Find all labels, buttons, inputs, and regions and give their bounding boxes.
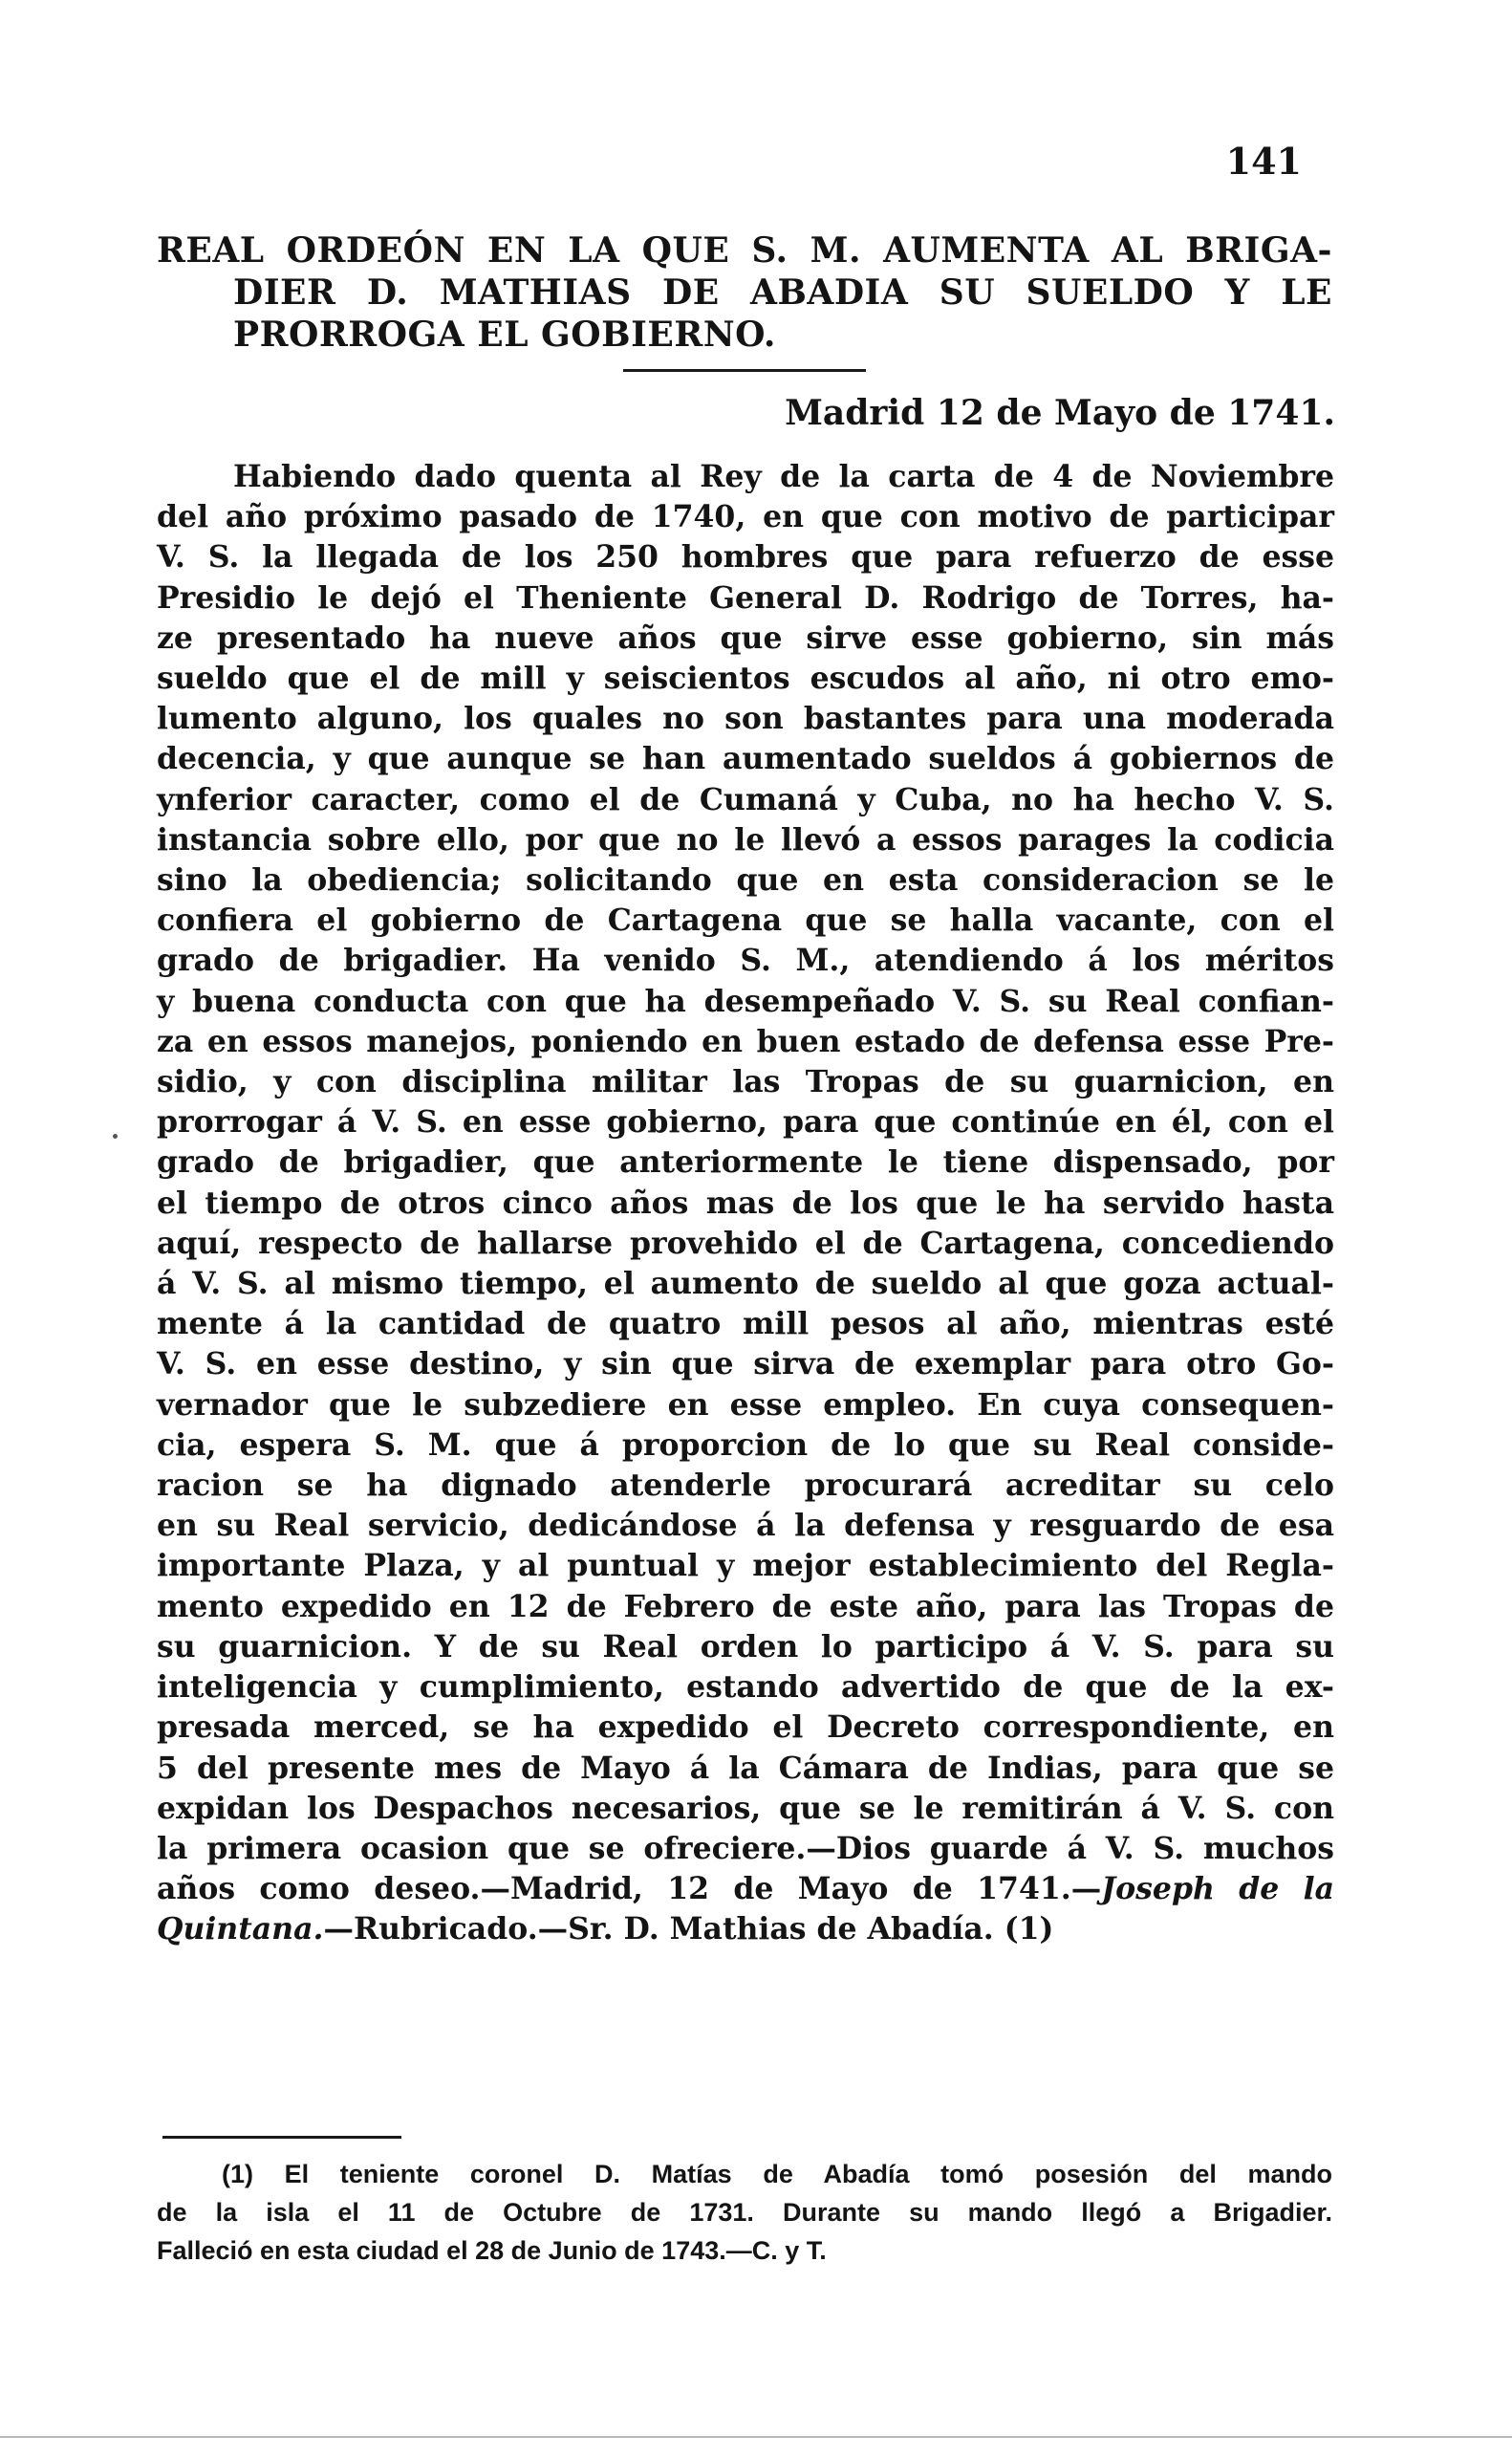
margin-mark	[113, 1134, 118, 1139]
document-title	[157, 229, 1332, 356]
body-line: Presidio le dejó el Theniente General D. Rodrigo de Torres, ha-	[157, 579, 1334, 616]
scan-edge-line	[0, 2436, 1512, 2438]
title-divider-rule	[623, 369, 866, 372]
body-line: aquí, respecto de hallarse provehido el de Cartagena, concediendo	[157, 1225, 1334, 1261]
body-line: confiera el gobierno de Cartagena que se halla vacante, con el	[157, 903, 1334, 939]
title-line: REAL ORDEÓN EN LA QUE S. M. AUMENTA AL BRIGA-	[157, 230, 1332, 271]
dateline: Madrid 12 de Mayo de 1741.	[785, 393, 1335, 433]
body-line: á V. S. al mismo tiempo, el aumento de sueldo al que goza actual-	[157, 1266, 1334, 1302]
body-line: mente á la cantidad de quatro mill pesos al año, mientras esté	[157, 1306, 1334, 1342]
body-line: sueldo que el de mill y seiscientos escudos al año, ni otro emo-	[157, 661, 1334, 697]
signatory-name: Quintana.	[157, 1911, 324, 1947]
body-line: lumento alguno, los quales no son bastantes para una moderada	[157, 701, 1334, 737]
title-line: DIER D. MATHIAS DE ABADIA SU SUELDO Y LE	[233, 272, 1332, 313]
body-line: Habiendo dado quenta al Rey de la carta de 4 de Noviembre	[233, 459, 1334, 494]
footnote-line: (1) El teniente coronel D. Matías de Abadía tomó posesión del mando	[222, 2160, 1332, 2188]
page-number: 141	[1225, 140, 1302, 183]
letter-body	[157, 457, 1334, 1950]
body-line: ze presentado ha nueve años que sirve esse gobierno, sin más	[157, 620, 1334, 656]
body-line: el tiempo de otros cinco años mas de los que le ha servido hasta	[157, 1185, 1334, 1221]
signatory-name: Joseph de la	[1101, 1871, 1334, 1907]
body-text-segment: años como deseo.—Madrid, 12 de Mayo de 1741.—	[157, 1871, 1102, 1907]
footnote-divider-rule	[162, 2136, 401, 2139]
body-line: importante Plaza, y al puntual y mejor establecimiento del Regla-	[157, 1548, 1334, 1584]
body-line: del año próximo pasado de 1740, en que con motivo de participar	[157, 499, 1334, 535]
footnote-line: Falleció en esta ciudad el 28 de Junio de 1743.—C. y T.	[157, 2236, 827, 2265]
body-line: decencia, y que aunque se han aumentado sueldos á gobiernos de	[157, 741, 1334, 777]
footnote	[157, 2155, 1332, 2270]
title-line: PRORROGA EL GOBIERNO.	[233, 315, 776, 355]
body-line: instancia sobre ello, por que no le llevó a essos parages la codicia	[157, 821, 1334, 858]
body-line: ynferior caracter, como el de Cumaná y Cuba, no ha hecho V. S.	[157, 781, 1334, 817]
body-text-segment: —Rubricado.—Sr. D. Mathias de Abadía. (1)	[323, 1911, 1054, 1947]
body-line: sino la obediencia; solicitando que en esta consideracion se le	[157, 862, 1334, 899]
body-line: expidan los Despachos necesarios, que se le remitirán á V. S. con	[157, 1790, 1334, 1826]
body-line: presada merced, se ha expedido el Decreto correspondiente, en	[157, 1709, 1334, 1746]
body-line: 5 del presente mes de Mayo á la Cámara de Indias, para que se	[157, 1750, 1334, 1786]
body-line: vernador que le subzediere en esse empleo. En cuya consequen-	[157, 1386, 1334, 1423]
body-line: sidio, y con disciplina militar las Tropas de su guarnicion, en	[157, 1064, 1334, 1100]
body-line: cia, espera S. M. que á proporcion de lo que su Real conside-	[157, 1426, 1334, 1463]
body-line: prorrogar á V. S. en esse gobierno, para que continúe en él, con el	[157, 1104, 1334, 1141]
body-line	[157, 1909, 1334, 1949]
body-line: V. S. en esse destino, y sin que sirva de exemplar para otro Go-	[157, 1346, 1334, 1382]
body-line: y buena conducta con que ha desempeñado V. S. su Real confian-	[157, 983, 1334, 1019]
body-line: su guarnicion. Y de su Real orden lo participo á V. S. para su	[157, 1628, 1334, 1664]
body-line: en su Real servicio, dedicándose á la defensa y resguardo de esa	[157, 1508, 1334, 1544]
body-line: racion se ha dignado atenderle procurará acreditar su celo	[157, 1468, 1334, 1504]
body-line	[157, 1869, 1334, 1909]
body-line: mento expedido en 12 de Febrero de este año, para las Tropas de	[157, 1588, 1334, 1624]
body-line: grado de brigadier. Ha venido S. M., atendiendo á los méritos	[157, 943, 1334, 979]
footnote-line: de la isla el 11 de Octubre de 1731. Durante su mando llegó a Brigadier.	[157, 2198, 1332, 2227]
body-line: la primera ocasion que se ofreciere.—Dios guarde á V. S. muchos	[157, 1830, 1334, 1866]
body-line: V. S. la llegada de los 250 hombres que para refuerzo de esse	[157, 539, 1334, 576]
body-line: za en essos manejos, poniendo en buen estado de defensa esse Pre-	[157, 1023, 1334, 1059]
body-line: inteligencia y cumplimiento, estando advertido de que de la ex-	[157, 1669, 1334, 1706]
body-line: grado de brigadier, que anteriormente le tiene dispensado, por	[157, 1144, 1334, 1181]
